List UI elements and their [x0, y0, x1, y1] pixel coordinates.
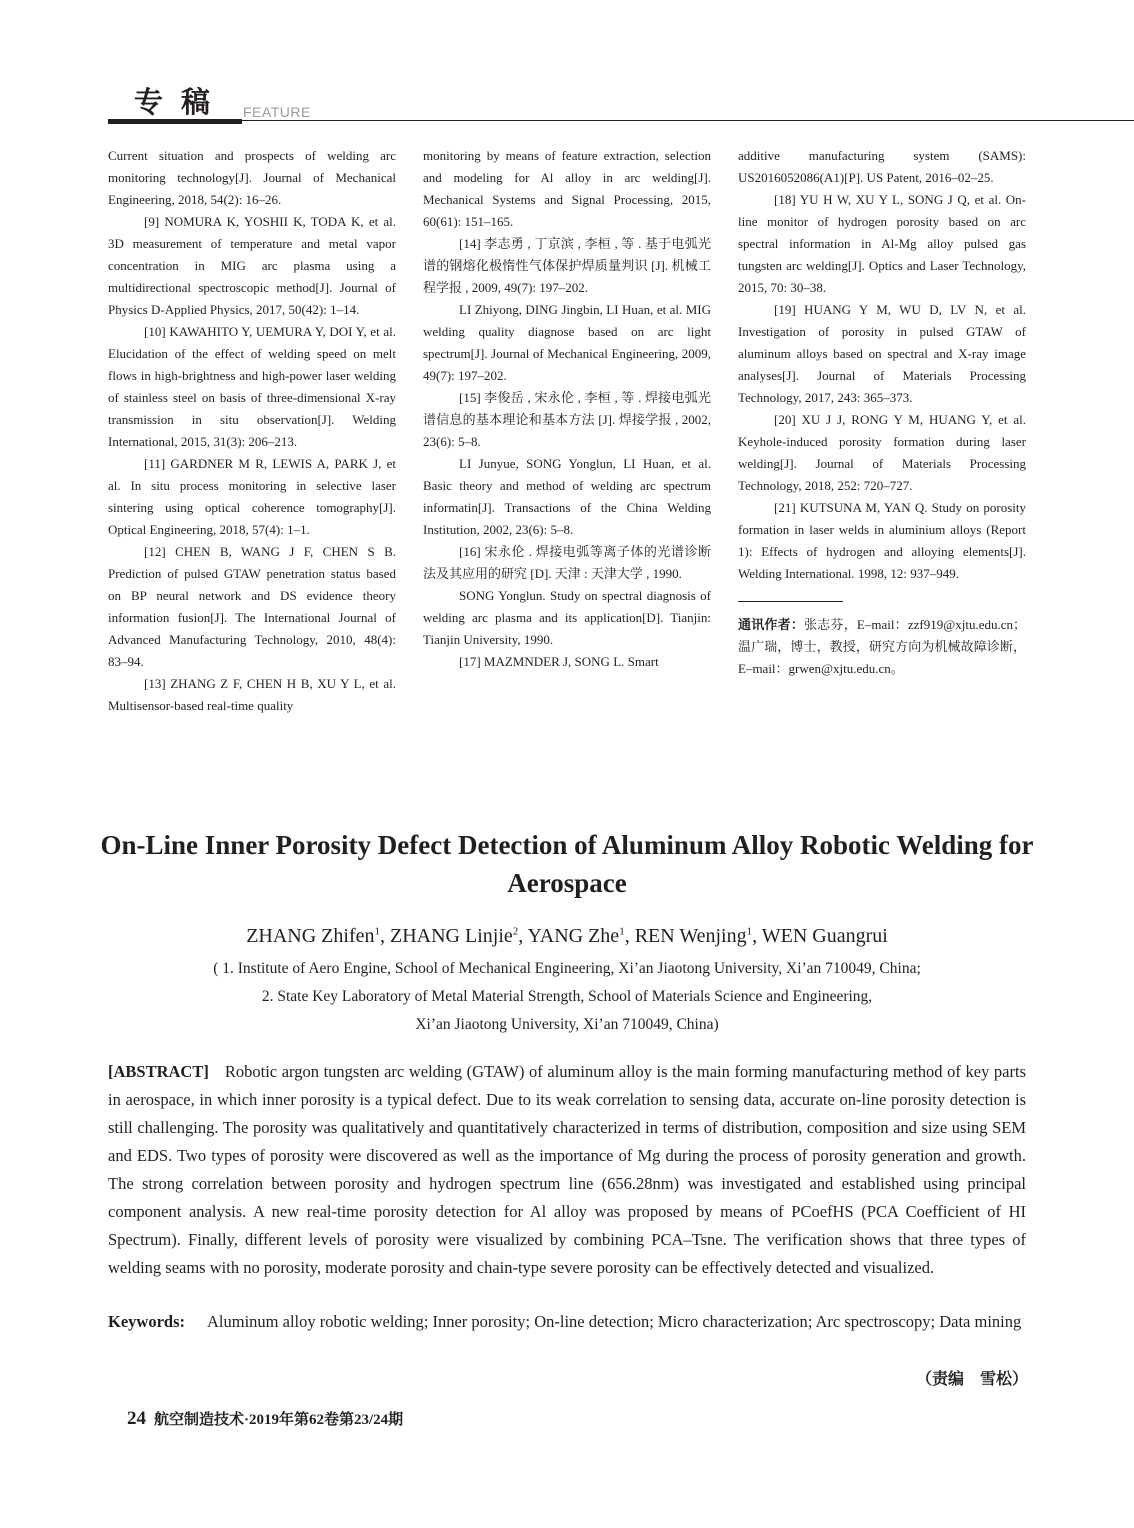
page-footer — [127, 1408, 403, 1430]
paper-title: On-Line Inner Porosity Defect Detection of Aluminum Alloy Robotic Welding for Aerospace — [100, 830, 1034, 898]
author-name: WEN Guangrui — [761, 925, 888, 947]
author-affiliation-mark: 2 — [512, 925, 519, 938]
references-column-1 — [108, 145, 396, 717]
reference-entry: [18] YU H W, XU Y L, SONG J Q, et al. On-line monitor of hydrogen porosity based on arc spectral information in Al-Mg alloy pulsed gas tungsten arc welding[J]. Optics and Laser Technology, 2015, 70: 30–38. — [738, 192, 1026, 295]
page-number: 24 — [127, 1408, 146, 1429]
reference-entry: [14] 李志勇 , 丁京滨 , 李桓 , 等 . 基于电弧光谱的钢熔化极惰性气体保护焊质量判识 [J]. 机械工程学报 , 2009, 49(7): 197–202. — [423, 236, 711, 295]
corresponding-author-note — [738, 614, 1026, 680]
journal-info: 航空制造技术·2019年第62卷第23/24期 — [154, 1412, 404, 1428]
affiliation-line: 2. State Key Laboratory of Metal Material Strength, School of Materials Science and Engineering, — [261, 988, 873, 1005]
footnote-rule — [738, 601, 843, 602]
references-column-2 — [423, 145, 711, 673]
author-affiliation-mark: 1 — [374, 925, 380, 938]
section-title-cn: 专稿 — [134, 87, 229, 119]
reference-entry: [13] ZHANG Z F, CHEN H B, XU Y L, et al. Multisensor-based real-time quality — [108, 676, 396, 713]
references-column-3 — [738, 145, 1026, 680]
author-name: REN Wenjing — [634, 925, 747, 947]
reference-entry: LI Zhiyong, DING Jingbin, LI Huan, et al. MIG welding quality diagnose based on arc light spectrum[J]. Journal of Mechanical Engineering, 2009, 49(7): 197–202. — [423, 302, 711, 383]
reference-entry: [21] KUTSUNA M, YAN Q. Study on porosity formation in laser welds in aluminium alloys (Report 1): Effects of hydrogen and alloying elements[J]. Welding International. 1998, 12: 937–949. — [738, 500, 1026, 581]
author-name: ZHANG Linjie — [390, 925, 513, 947]
author-affiliation-mark: 1 — [619, 925, 625, 938]
reference-entry: [19] HUANG Y M, WU D, LV N, et al. Investigation of porosity in pulsed GTAW of aluminum alloys based on spectral and X-ray image analyses[J]. Journal of Materials Processing Technology, 2017, 243: 365–373. — [738, 302, 1026, 405]
reference-entry: [15] 李俊岳 , 宋永伦 , 李桓 , 等 . 焊接电弧光谱信息的基本理论和基本方法 [J]. 焊接学报 , 2002, 23(6): 5–8. — [423, 390, 711, 449]
keywords — [108, 1308, 1026, 1336]
header-rule-thin — [242, 120, 1134, 121]
reference-entry: [17] MAZMNDER J, SONG L. Smart — [459, 654, 659, 669]
author-list: ZHANG Zhifen$^1$, ZHANG Linjie$^2$, YANG Zhe$^1$, REN Wenjing$^1$, WEN Guangrui — [246, 925, 888, 947]
corresponding-author-text: 张志芬，E–mail：zzf919@xjtu.edu.cn；温广瑞，博士，教授，研究方向为机械故障诊断，E–mail：grwen@xjtu.edu.cn。 — [738, 617, 1026, 676]
abstract — [108, 1058, 1026, 1282]
reference-entry: [20] XU J J, RONG Y M, HUANG Y, et al. Keyhole-induced porosity formation during laser welding[J]. Journal of Materials Processing Technology, 2018, 252: 720–727. — [738, 412, 1026, 493]
reference-entry: [9] NOMURA K, YOSHII K, TODA K, et al. 3D measurement of temperature and metal vapor concentration in MIG arc plasma using a multidirectional spectroscopic method[J]. Journal of Physics D-Applied Physics, 2017, 50(42): 1–14. — [108, 214, 396, 317]
author-name: ZHANG Zhifen — [246, 925, 375, 947]
affiliation-line: Xi’an Jiaotong University, Xi’an 710049, China) — [415, 1016, 719, 1033]
keywords-text: Aluminum alloy robotic welding; Inner porosity; On-line detection; Micro characterization; Arc spectroscopy; Data mining — [207, 1312, 1022, 1331]
reference-entry: additive manufacturing system (SAMS): US2016052086(A1)[P]. US Patent, 2016–02–25. — [738, 148, 1026, 185]
author-affiliation-mark: 1 — [746, 925, 753, 938]
abstract-label: [ABSTRACT] — [108, 1062, 209, 1081]
reference-entry: [10] KAWAHITO Y, UEMURA Y, DOI Y, et al. Elucidation of the effect of welding speed on melt flows in high-brightness and high-power laser welding of stainless steel on basis of three-dimensional X-ray transmission in situ observation[J]. Welding International, 2015, 31(3): 206–213. — [108, 324, 396, 449]
reference-entry: [12] CHEN B, WANG J F, CHEN S B. Prediction of pulsed GTAW penetration status based on BP neural network and DS evidence theory information fusion[J]. The International Journal of Advanced Manufacturing Technology, 2010, 48(4): 83–94. — [108, 544, 396, 669]
corresponding-author-label: 通讯作者： — [738, 617, 805, 632]
reference-entry: Current situation and prospects of welding arc monitoring technology[J]. Journal of Mechanical Engineering, 2018, 54(2): 16–26. — [108, 148, 396, 207]
reference-entry: LI Junyue, SONG Yonglun, LI Huan, et al. Basic theory and method of welding arc spectrum informatin[J]. Transactions of the China Welding Institution, 2002, 23(6): 5–8. — [423, 456, 711, 537]
reference-entry: [16] 宋永伦 . 焊接电弧等离子体的光谱诊断法及其应用的研究 [D]. 天津 : 天津大学 , 1990. — [423, 544, 711, 581]
header-rule-thick — [108, 119, 242, 124]
reference-entry: monitoring by means of feature extraction, selection and modeling for Al alloy in arc welding[J]. Mechanical Systems and Signal Processing, 2015, 60(61): 151–165. — [423, 148, 711, 229]
reference-entry: SONG Yonglun. Study on spectral diagnosis of welding arc plasma and its application[D]. Tianjin: Tianjin University, 1990. — [423, 588, 711, 647]
abstract-text: Robotic argon tungsten arc welding (GTAW) of aluminum alloy is the main forming manufacturing method of key parts in aerospace, in which inner porosity is a typical defect. Due to its weak correlation to sensing data, accurate on-line porosity detection is still challenging. The porosity was qualitatively and quantitatively characterized in terms of distribution, composition and size using SEM and EDS. Two types of porosity were discovered as well as the importance of Mg during the process of porosity generation and growth. The strong correlation between porosity and hydrogen spectrum line (656.28nm) was investigated and established using principal component analysis. A new real-time porosity detection for Al alloy was proposed by means of PCoefHS (PCA Coefficient of HI Spectrum). Finally, different levels of porosity were visualized by combining PCA–Tsne. The verification shows that three types of welding seams with no porosity, moderate porosity and chain-type severe porosity can be effectively detected and visualized. — [108, 1062, 1026, 1277]
editor-note: （责编 雪松） — [915, 1371, 1028, 1388]
keywords-label: Keywords: — [108, 1312, 185, 1331]
author-name: YANG Zhe — [527, 925, 620, 947]
reference-entry: [11] GARDNER M R, LEWIS A, PARK J, et al. In situ process monitoring in selective laser sintering using optical coherence tomography[J]. Optical Engineering, 2018, 57(4): 1–1. — [108, 456, 396, 537]
affiliation-line: ( 1. Institute of Aero Engine, School of Mechanical Engineering, Xi’an Jiaotong University, Xi’an 710049, China; — [213, 960, 921, 977]
section-title-en: FEATURE — [243, 104, 311, 120]
